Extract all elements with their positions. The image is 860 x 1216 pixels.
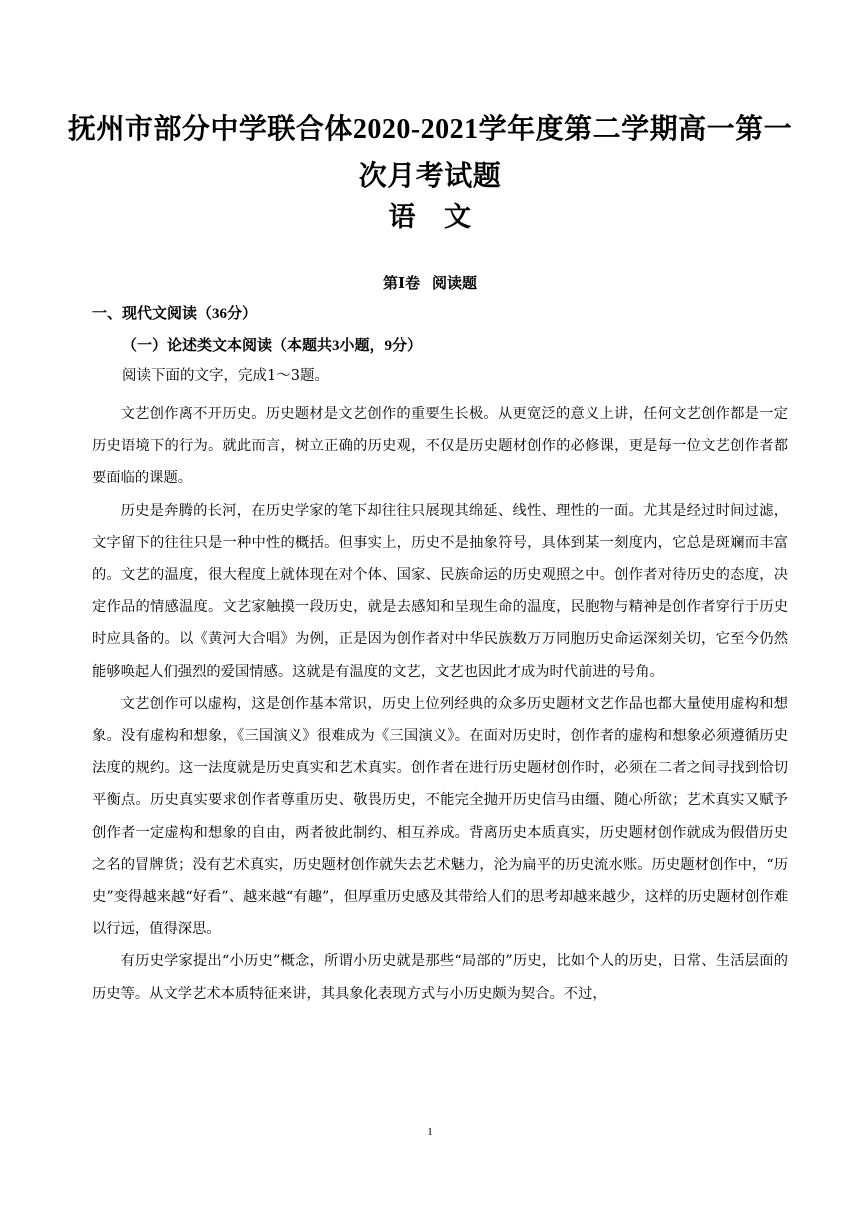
reading-instruction: 阅读下面的文字，完成1～3题。	[122, 368, 329, 384]
subject-char-1: 语	[388, 202, 416, 232]
passage-paragraph: 文艺创作可以虚构，这是创作基本常识，历史上位列经典的众多历史题材文艺作品也都大量使用虚构和想象。没有虚构和想象，《三国演义》很难成为《三国演义》。在面对历史时，创作者的虚构和想象必须遵循历史法度的规约。这一法度就是历史真实和艺术真实。创作者在进行历史题材创作时，必须在二者之间寻找到恰切平衡点。历史真实要求创作者尊重历史、敬畏历史，不能完全抛开历史信马由缰、随心所欲；艺术真实又赋予创作者一定虚构和想象的自由，两者彼此制约、相互养成。背离历史本质真实，历史题材创作就成为假借历史之名的冒牌货；没有艺术真实，历史题材创作就失去艺术魅力，沦为扁平的历史流水账。历史题材创作中，“历史”变得越来越“好看”、越来越“有趣”，但厚重历史感及其带给人们的思考却越来越少，这样的历史题材创作难以行远，值得深思。	[92, 695, 788, 938]
volume-heading	[60, 272, 800, 293]
volume-label: 第Ⅰ卷	[382, 276, 420, 292]
exam-title-line1: 抚州市部分中学联合体2020-2021学年度第二学期高一第一	[67, 114, 793, 145]
subject-char-2: 文	[444, 202, 472, 232]
passage-body	[92, 398, 788, 1010]
passage-paragraph: 历史是奔腾的长河，在历史学家的笔下却往往只展现其绵延、线性、理性的一面。尤其是经过时间过滤，文字留下的往往只是一种中性的概括。但事实上，历史不是抽象符号，具体到某一刻度内，它总是斑斓而丰富的。文艺的温度，很大程度上就体现在对个体、国家、民族命运的历史观照之中。创作者对待历史的态度，决定作品的情感温度。文艺家触摸一段历史，就是去感知和呈现生命的温度，民胞物与精神是创作者穿行于历史时应具备的。以《黄河大合唱》为例，正是因为创作者对中华民族数万万同胞历史命运深刻关切，它至今仍然能够唤起人们强烈的爱国情感。这就是有温度的文艺，文艺也因此才成为时代前进的号角。	[92, 502, 788, 680]
subject-title	[60, 195, 800, 239]
exam-title-line2: 次月考试题	[358, 161, 502, 192]
passage-paragraph: 有历史学家提出“小历史”概念，所谓小历史就是那些“局部的”历史，比如个人的历史，日常、生活层面的历史等。从文学艺术本质特征来讲，其具象化表现方式与小历史颇为契合。不过，	[92, 953, 788, 1002]
page-number: 1	[427, 1126, 433, 1138]
section-heading-argumentative: （一）论述类文本阅读（本题共3小题，9分）	[122, 338, 423, 354]
volume-name: 阅读题	[432, 276, 478, 292]
passage-paragraph: 文艺创作离不开历史。历史题材是文艺创作的重要生长极。从更宽泛的意义上讲，任何文艺创作都是一定历史语境下的行为。就此而言，树立正确的历史观，不仅是历史题材创作的必修课，更是每一位文艺创作者都要面临的课题。	[92, 406, 788, 487]
section-heading-modern-reading: 一、现代文阅读（36分）	[92, 306, 258, 322]
